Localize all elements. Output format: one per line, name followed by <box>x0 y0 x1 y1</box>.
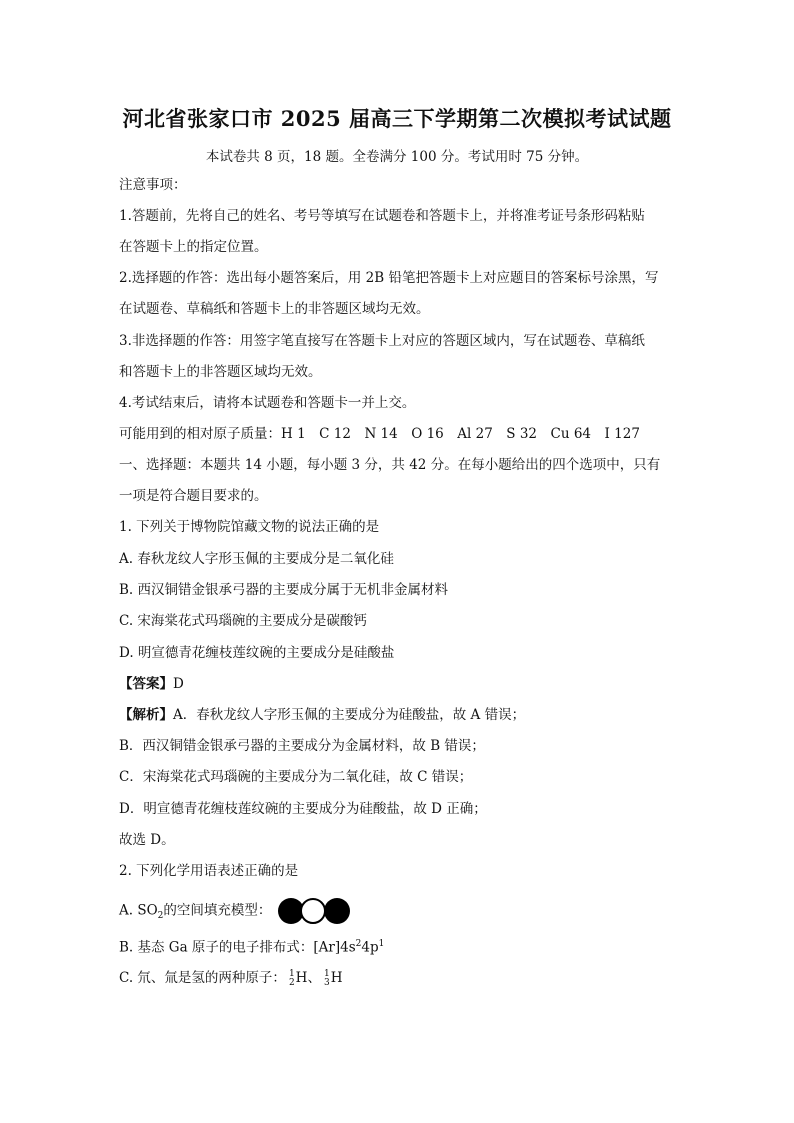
question-1-option-d: D. 明宣德青花缠枝莲纹碗的主要成分是硅酸盐 <box>119 645 395 661</box>
notice-line: 2.选择题的作答：选出每小题答案后，用 2B 铅笔把答题卡上对应题目的答案标号涂黑，写 <box>119 270 659 286</box>
section-heading: 一项是符合题目要求的。 <box>119 488 268 504</box>
question-1-stem: 1. 下列关于博物院馆藏文物的说法正确的是 <box>119 519 380 535</box>
analysis-row <box>119 705 525 725</box>
question-2-stem: 2. 下列化学用语表述正确的是 <box>119 863 299 879</box>
analysis-line: D．明宣德青花缠枝莲纹碗的主要成分为硅酸盐，故 D 正确； <box>119 801 487 817</box>
isotope-notation: 1 3 <box>323 968 330 988</box>
notice-line: 1.答题前，先将自己的姓名、考号等填写在试题卷和答题卡上，并将准考证号条形码粘贴 <box>119 208 645 224</box>
exam-title: 河北省张家口市 2025 届高三下学期第二次模拟考试试题 <box>122 106 672 131</box>
question-2-option-b: B. 基态 Ga 原子的电子排布式：$[Ar]4s^24p^1$ <box>119 939 385 956</box>
notice-line: 3.非选择题的作答：用签字笔直接写在答题卡上对应的答题区域内，写在试题卷、草稿纸 <box>119 333 645 349</box>
notice-heading: 注意事项： <box>119 177 187 193</box>
answer-value: D <box>173 676 184 692</box>
analysis-line: 故选 D。 <box>119 832 175 848</box>
answer-tag: 【答案】 <box>119 676 173 692</box>
so2-space-filling-model-icon <box>278 896 352 926</box>
question-2-option-a: A. $SO_2$的空间填充模型： <box>119 896 352 926</box>
atomic-masses: 可能用到的相对原子质量：H 1 C 12 N 14 O 16 Al 27 S 32 Cu 64 I 127 <box>119 426 640 442</box>
notice-line: 在答题卡上的指定位置。 <box>119 239 268 255</box>
analysis-line: C．宋海棠花式玛瑙碗的主要成分为二氧化硅，故 C 错误； <box>119 769 473 785</box>
question-1-option-a: A. 春秋龙纹人字形玉佩的主要成分是二氧化硅 <box>119 551 394 567</box>
notice-line: 在试题卷、草稿纸和答题卡上的非答题区域均无效。 <box>119 301 430 317</box>
section-heading: 一、选择题：本题共 14 小题，每小题 3 分，共 42 分。在每小题给出的四个选项中，只有 <box>119 457 661 473</box>
exam-subtitle: 本试卷共 8 页，18 题。全卷满分 100 分。考试用时 75 分钟。 <box>205 149 589 165</box>
question-2-option-c: C. 氘、氚是氢的两种原子： 1 2 H、 1 3 H <box>119 968 343 988</box>
analysis-line: B．西汉铜错金银承弓器的主要成分为金属材料，故 B 错误； <box>119 738 485 754</box>
question-1-option-c: C. 宋海棠花式玛瑙碗的主要成分是碳酸钙 <box>119 613 367 629</box>
notice-line: 4.考试结束后，请将本试题卷和答题卡一并上交。 <box>119 395 416 411</box>
isotope-notation: 1 2 <box>288 968 295 988</box>
answer-row <box>119 674 184 694</box>
analysis-tag: 【解析】 <box>119 707 173 723</box>
analysis-line: A．春秋龙纹人字形玉佩的主要成分为硅酸盐，故 A 错误； <box>173 707 526 723</box>
question-1-option-b: B. 西汉铜错金银承弓器的主要成分属于无机非金属材料 <box>119 582 449 598</box>
notice-line: 和答题卡上的非答题区域均无效。 <box>119 364 322 380</box>
